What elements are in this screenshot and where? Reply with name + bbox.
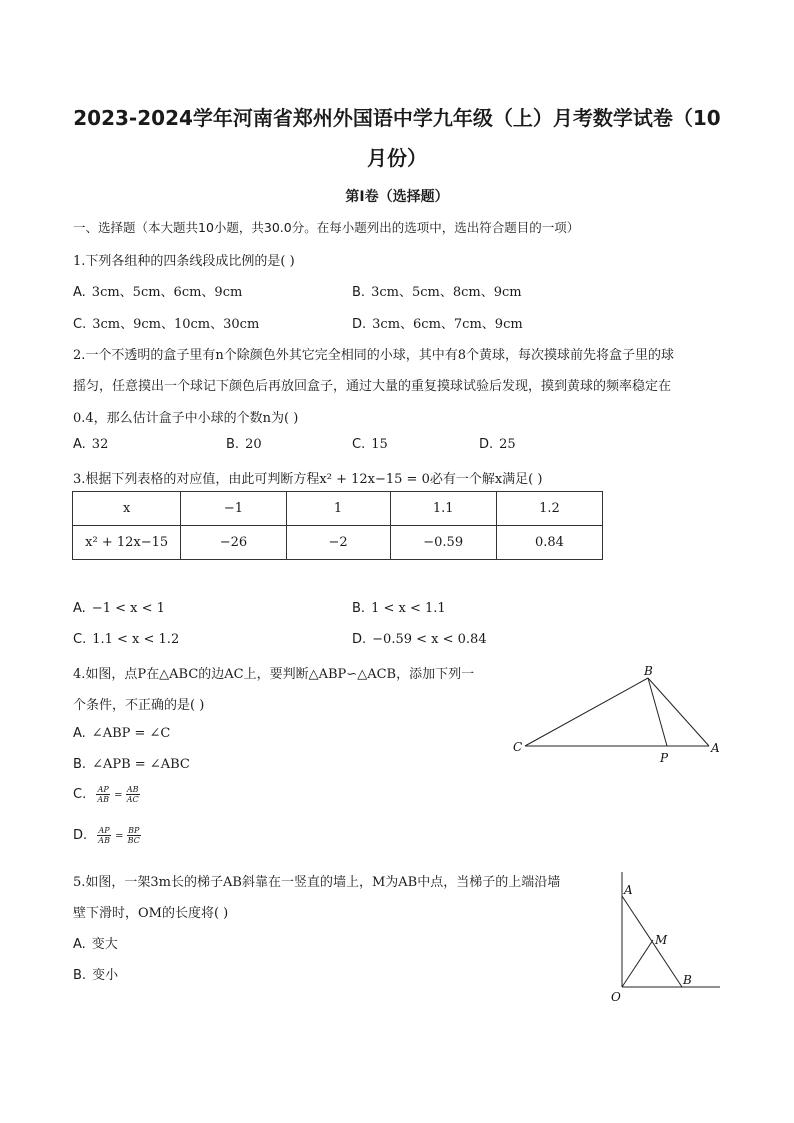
q1-option-c-key: C.: [73, 317, 87, 332]
fraction: [126, 785, 140, 804]
point-label-p: P: [660, 751, 669, 765]
q5-option-a: [73, 933, 118, 952]
q3-option-c: [73, 632, 179, 647]
point-label-a: A: [711, 741, 720, 755]
point-label-b: B: [683, 973, 692, 987]
q1-option-c-text: 3cm、9cm、10cm、30cm: [92, 317, 260, 332]
frac-den: AB: [97, 795, 110, 804]
q4-line1: 4.如图，点P在△ABC的边AC上，要判断△ABP∽△ACB，添加下列一: [73, 667, 475, 682]
q1-option-a-key: A.: [73, 285, 86, 300]
q1-option-b-text: 3cm、5cm、8cm、9cm: [371, 285, 522, 300]
q2-line1: 2.一个不透明的盒子里有n个除颜色外其它完全相同的小球，其中有8个黄球，每次摸球前先将盒子里的球: [73, 348, 675, 363]
point-label-a: A: [624, 883, 633, 897]
q1-option-c: [73, 313, 259, 332]
q4-option-b: [73, 757, 190, 772]
point-label-m: M: [655, 933, 668, 947]
q5-option-b: [73, 964, 118, 983]
q4-triangle-figure: [510, 660, 740, 770]
point-label-o: O: [611, 990, 621, 1004]
q4-option-d-key: D.: [73, 828, 88, 843]
q4-option-d: D. $\frac{AP}{AB}$ = $\frac{BP}{BC}$: [73, 826, 140, 845]
table-row: [73, 492, 603, 526]
q1-option-b: [352, 281, 522, 300]
frac-num: AP: [98, 826, 110, 835]
point-label-b: B: [644, 664, 653, 678]
table-cell: 1: [286, 492, 390, 526]
frac-num: AP: [97, 785, 109, 794]
q4-option-a-key: A.: [73, 726, 86, 741]
q5-option-b-text: 变小: [92, 968, 119, 983]
q2-option-d-key: D.: [479, 437, 494, 452]
q4-option-a-text: ∠ABP = ∠C: [91, 726, 171, 741]
q2-option-a: [73, 437, 108, 452]
q5-option-b-key: B.: [73, 968, 87, 983]
q4-line2: 个条件，不正确的是( ): [73, 698, 205, 713]
q3-option-c-text: 1.1 < x < 1.2: [92, 632, 180, 647]
exam-title-line2: 月份）: [367, 146, 427, 170]
q2-line3: 0.4，那么估计盒子中小球的个数n为( ): [73, 411, 299, 426]
fraction: [97, 826, 111, 845]
q2-line2: 摇匀，任意摸出一个球记下颜色后再放回盒子，通过大量的重复摸球试验后发现，摸到黄球的频率稳定在: [73, 379, 672, 394]
q2-option-a-key: A.: [73, 437, 86, 452]
q4-option-a: [73, 726, 170, 741]
table-cell: −1: [181, 492, 286, 526]
q1-option-d-text: 3cm、6cm、7cm、9cm: [372, 317, 523, 332]
point-label-c: C: [513, 740, 523, 754]
table-cell: −0.59: [390, 526, 496, 560]
q4-option-c: C. $\frac{AP}{AB}$ = $\frac{AB}{AC}$: [73, 785, 139, 804]
q4-option-c-key: C.: [73, 787, 87, 802]
q3-option-a: [73, 601, 165, 616]
table-cell: 0.84: [496, 526, 602, 560]
frac-den: AC: [126, 795, 139, 804]
q2-option-c-text: 15: [371, 437, 388, 452]
segment-om: [622, 940, 653, 987]
q3-stem: 3.根据下列表格的对应值，由此可判断方程x² + 12x−15 = 0必有一个解x满足( ): [73, 472, 543, 487]
q1-option-b-key: B.: [352, 285, 366, 300]
q5-option-a-text: 变大: [91, 937, 118, 952]
section-heading: 一、选择题（本大题共10小题，共30.0分。在每小题列出的选项中，选出符合题目的一项）: [73, 220, 580, 235]
q3-option-a-text: −1 < x < 1: [91, 601, 165, 616]
q3-option-b-text: 1 < x < 1.1: [371, 601, 446, 616]
q3-option-b-key: B.: [352, 601, 366, 616]
table-row: [73, 526, 603, 560]
table-cell: x² + 12x−15: [73, 526, 181, 560]
q2-option-d: [479, 437, 516, 452]
q5-line2: 壁下滑时，OM的长度将( ): [73, 906, 229, 921]
q5-option-a-key: A.: [73, 937, 86, 952]
q3-option-b: [352, 601, 446, 616]
q3-option-d: [352, 632, 487, 647]
q5-line1: 5.如图，一架3m长的梯子AB斜靠在一竖直的墙上，M为AB中点，当梯子的上端沿墙: [73, 875, 561, 890]
q3-option-c-key: C.: [73, 632, 87, 647]
q1-option-d: [352, 313, 523, 332]
q2-option-c-key: C.: [352, 437, 366, 452]
fraction: [127, 826, 141, 845]
frac-den: BC: [127, 836, 140, 845]
q3-option-a-key: A.: [73, 601, 86, 616]
q3-option-d-text: −0.59 < x < 0.84: [372, 632, 487, 647]
frac-num: AB: [126, 785, 139, 794]
q2-option-a-text: 32: [91, 437, 109, 452]
table-cell: 1.1: [390, 492, 496, 526]
q1-option-d-key: D.: [352, 317, 367, 332]
q4-option-b-text: ∠APB = ∠ABC: [92, 757, 190, 772]
segment-cb: [525, 678, 648, 746]
q2-option-b-key: B.: [226, 437, 240, 452]
q3-value-table: [72, 491, 603, 560]
volume-subtitle: 第I卷（选择题）: [345, 189, 449, 205]
table-cell: −26: [181, 526, 286, 560]
table-cell: 1.2: [496, 492, 602, 526]
q2-option-d-text: 25: [499, 437, 516, 452]
exam-title-line1: 2023-2024学年河南省郑州外国语中学九年级（上）月考数学试卷（10: [73, 106, 721, 130]
q4-option-b-key: B.: [73, 757, 87, 772]
q1-option-a: [73, 281, 242, 300]
q3-option-d-key: D.: [352, 632, 367, 647]
q2-option-c: [352, 437, 388, 452]
frac-den: AB: [98, 836, 110, 845]
frac-num: BP: [128, 826, 140, 835]
q5-ladder-figure: [606, 870, 726, 1005]
q1-option-a-text: 3cm、5cm、6cm、9cm: [91, 285, 243, 300]
table-cell: −2: [286, 526, 390, 560]
fraction: [96, 785, 110, 804]
q1-stem: 1.下列各组种的四条线段成比例的是( ): [73, 254, 295, 269]
q2-option-b: [226, 437, 262, 452]
q2-option-b-text: 20: [245, 437, 262, 452]
table-cell: x: [73, 492, 181, 526]
